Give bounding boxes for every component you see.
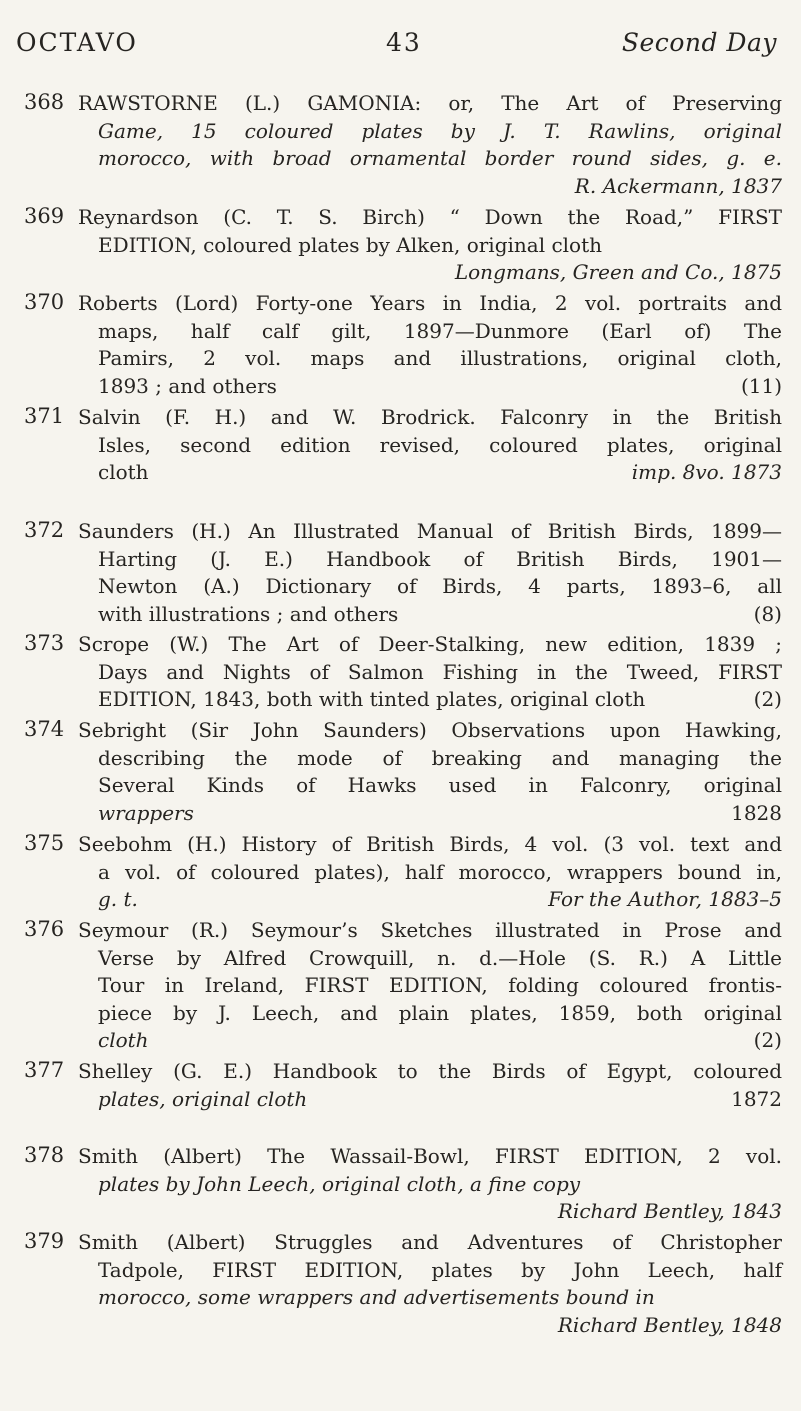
header-section-label: OCTAVO <box>16 28 138 57</box>
lot-line-text: cloth <box>98 460 149 484</box>
lot-line: a vol. of coloured plates), half morocco, wrappers bound in, <box>98 859 782 884</box>
lot-imprint: Richard Bentley, 1848 <box>557 1312 782 1337</box>
lot-line <box>78 686 782 714</box>
lot-line-text: cloth <box>98 1028 149 1052</box>
lot-description <box>78 204 782 287</box>
lot-line <box>78 373 782 401</box>
lot-line <box>78 886 782 914</box>
lot-line: Tadpole, FIRST EDITION, plates by John Leech, half <box>98 1257 782 1282</box>
lot-number: 378 <box>24 1143 65 1167</box>
lot-number: 370 <box>24 290 65 314</box>
lot-description <box>78 1058 782 1113</box>
page-number: 43 <box>386 28 422 57</box>
lot-number: 375 <box>24 831 65 855</box>
lot-line: Scrope (W.) The Art of Deer-Stalking, new edition, 1839 ; <box>78 632 782 656</box>
lot-description <box>78 90 782 200</box>
lot-imprint: Longmans, Green and Co., 1875 <box>454 260 782 284</box>
lot-line: Newton (A.) Dictionary of Birds, 4 parts, 1893–6, all <box>98 574 782 598</box>
lot-line: Seymour (R.) Seymour’s Sketches illustrated in Prose and <box>78 918 782 942</box>
lot-line: Smith (Albert) Struggles and Adventures of Christopher <box>78 1230 782 1254</box>
lot-quantity: (2) <box>753 1028 782 1052</box>
lot-description <box>78 1143 782 1226</box>
lot-number: 379 <box>24 1229 65 1253</box>
lot-line: Verse by Alfred Crowquill, n. d.—Hole (S. R.) A Little <box>98 945 782 970</box>
lot-description <box>78 518 782 628</box>
lot-imprint: Richard Bentley, 1843 <box>557 1199 782 1223</box>
lot-line: Isles, second edition revised, coloured plates, original <box>98 432 782 457</box>
lot-line <box>78 459 782 487</box>
lot-line-text: plates, original cloth <box>98 1086 308 1111</box>
lot-quantity: (2) <box>753 687 782 711</box>
lot-quantity: (11) <box>740 373 782 398</box>
lot-line: Tour in Ireland, FIRST EDITION, folding coloured frontis- <box>98 973 782 997</box>
lot-number: 369 <box>24 204 65 228</box>
lot-line: Reynardson (C. T. S. Birch) “ Down the Road,” FIRST <box>78 205 782 229</box>
lot-line: Game, 15 coloured plates by J. T. Rawlins, original <box>98 118 782 143</box>
lot-line: Salvin (F. H.) and W. Brodrick. Falconry in the British <box>78 405 782 429</box>
lot-description <box>78 404 782 487</box>
lot-number: 374 <box>24 717 65 741</box>
lot-description <box>78 631 782 714</box>
lot-number: 372 <box>24 518 65 542</box>
lot-quantity: (8) <box>753 601 782 626</box>
lot-description <box>78 917 782 1055</box>
lot-line: EDITION, coloured plates by Alken, original cloth <box>98 232 603 257</box>
lot-line-text: g. t. <box>98 887 138 911</box>
lot-line <box>78 800 782 828</box>
lot-number: 368 <box>24 90 65 114</box>
lot-number: 377 <box>24 1058 65 1082</box>
lot-imprint: For the Author, 1883–5 <box>548 887 782 911</box>
lot-line <box>78 1086 782 1114</box>
lot-line: piece by J. Leech, and plain plates, 1859, both original <box>98 1000 782 1025</box>
lot-line: morocco, with broad ornamental border round sides, g. e. <box>98 146 782 170</box>
lot-line: Seebohm (H.) History of British Birds, 4 vol. (3 vol. text and <box>78 832 782 856</box>
lot-number: 371 <box>24 404 65 428</box>
lot-imprint: R. Ackermann, 1837 <box>574 173 782 198</box>
lot-line: Days and Nights of Salmon Fishing in the Tweed, FIRST <box>98 659 782 684</box>
lot-line: Harting (J. E.) Handbook of British Birds, 1901— <box>98 546 782 571</box>
lot-line: Roberts (Lord) Forty-one Years in India, 2 vol. portraits and <box>78 291 782 315</box>
lot-line: morocco, some wrappers and advertisements bound in <box>98 1285 655 1309</box>
lot-description <box>78 290 782 400</box>
lot-number: 376 <box>24 917 65 941</box>
lot-line: describing the mode of breaking and managing the <box>98 745 782 770</box>
lot-line: RAWSTORNE (L.) GAMONIA: or, The Art of Preserving <box>78 91 782 115</box>
lot-line-text: with illustrations ; and others <box>98 601 399 626</box>
lot-line <box>78 1027 782 1055</box>
lot-line-text: wrappers <box>98 800 194 825</box>
lot-date: 1872 <box>731 1086 782 1111</box>
lot-line: Sebright (Sir John Saunders) Observations upon Hawking, <box>78 718 782 742</box>
lot-description <box>78 717 782 827</box>
lot-description <box>78 1229 782 1339</box>
lot-date: 1828 <box>731 800 782 825</box>
lot-line: Shelley (G. E.) Handbook to the Birds of Egypt, coloured <box>78 1059 782 1083</box>
header-day-label: Second Day <box>621 28 777 57</box>
lot-imprint: imp. 8vo. 1873 <box>631 460 782 484</box>
lot-line <box>78 601 782 629</box>
lot-line: Pamirs, 2 vol. maps and illustrations, original cloth, <box>98 346 782 370</box>
lot-line-text: EDITION, 1843, both with tinted plates, original cloth <box>98 687 646 711</box>
lot-line: Smith (Albert) The Wassail-Bowl, FIRST EDITION, 2 vol. <box>78 1144 782 1168</box>
lot-line: Several Kinds of Hawks used in Falconry, original <box>98 773 782 797</box>
lot-line: Saunders (H.) An Illustrated Manual of British Birds, 1899— <box>78 519 782 543</box>
page-header <box>16 28 785 68</box>
lot-number: 373 <box>24 631 65 655</box>
lot-line: plates by John Leech, original cloth, a fine copy <box>98 1171 581 1196</box>
lot-line: maps, half calf gilt, 1897—Dunmore (Earl of) The <box>98 318 782 343</box>
lot-line-text: 1893 ; and others <box>98 373 277 398</box>
lot-description <box>78 831 782 914</box>
